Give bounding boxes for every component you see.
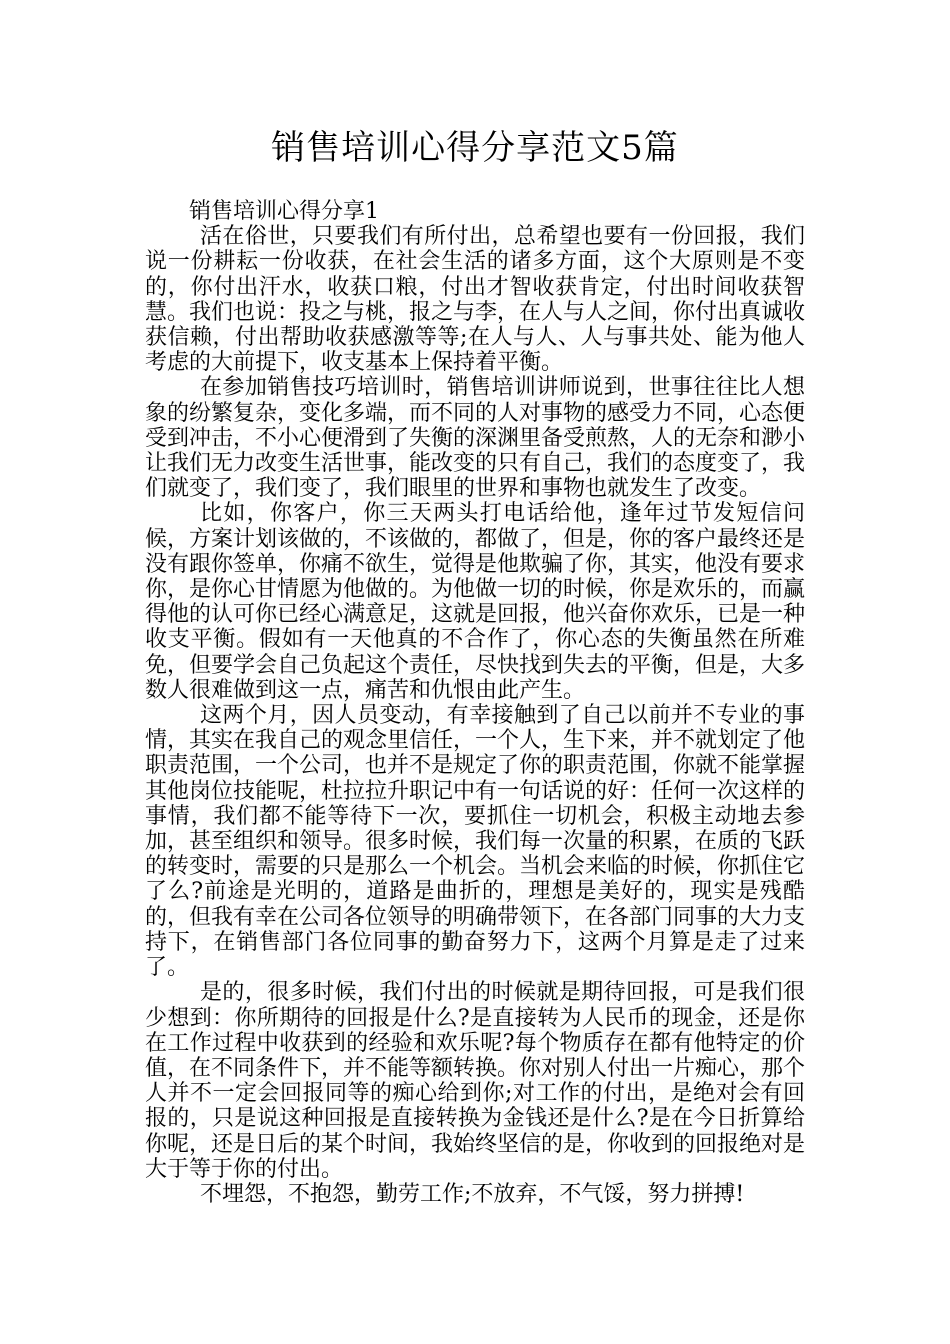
paragraph-3: 比如，你客户，你三天两头打电话给他，逢年过节发短信问候，方案计划该做的，不该做的，都做了，但是，你的客户最终还是没有跟你签单，你痛不欲生，觉得是他欺骗了你，其实，他没有要求你，是你心甘情愿为他做的。为他做一切的时候，你是欢乐的，而赢得他的认可你已经心满意足，这就是回报，他兴奋你欢乐，已是一种收支平衡。假如有一天他真的不合作了，你心态的失衡虽然在所难免，但要学会自己负起这个责任，尽快找到失去的平衡，但是，大多数人很难做到这一点，痛苦和仇恨由此产生。 [145, 501, 806, 703]
document-body [145, 199, 805, 1207]
section-heading: 销售培训心得分享1 [189, 199, 379, 224]
paragraph-4: 这两个月，因人员变动，有幸接触到了自己以前并不专业的事情，其实在我自己的观念里信任，一个人，生下来，并不就划定了他职责范围，一个公司，也并不是规定了你的职责范围，你就不能掌握其他岗位技能呢，杜拉拉升职记中有一句话说的好：任何一次这样的事情，我们都不能等待下一次，要抓住一切机会，积极主动地去参加，甚至组织和领导。很多时候，我们每一次量的积累，在质的飞跃的转变时，需要的只是那么一个机会。当机会来临的时候，你抓住它了么?前途是光明的，道路是曲折的，理想是美好的，现实是残酷的，但我有幸在公司各位领导的明确带领下，在各部门同事的大力支持下，在销售部门各位同事的勤奋努力下，这两个月算是走了过来了。 [145, 703, 806, 981]
paragraph-2: 在参加销售技巧培训时，销售培训讲师说到，世事往往比人想象的纷繁复杂，变化多端，而不同的人对事物的感受力不同，心态便受到冲击，不小心便滑到了失衡的深渊里备受煎熬，人的无奈和渺小让我们无力改变生活世事，能改变的只有自己，我们的态度变了，我们就变了，我们变了，我们眼里的世界和事物也就发生了改变。 [145, 375, 806, 502]
paragraph-6: 不埋怨，不抱怨，勤劳工作;不放弃，不气馁，努力拼搏! [200, 1181, 745, 1207]
document-title: 销售培训心得分享范文5篇 [271, 128, 679, 168]
paragraph-1: 活在俗世，只要我们有所付出，总希望也要有一份回报，我们说一份耕耘一份收获，在社会生活的诸多方面，这个大原则是不变的，你付出汗水，收获口粮，付出才智收获肯定，付出时间收获智慧。我们也说：投之与桃，报之与李，在人与人之间，你付出真诚收获信赖，付出帮助收获感激等等;在人与人、人与事共处、能为他人考虑的大前提下，收支基本上保持着平衡。 [145, 224, 806, 376]
paragraph-5: 是的，很多时候，我们付出的时候就是期待回报，可是我们很少想到：你所期待的回报是什么?是直接转为人民币的现金，还是你在工作过程中收获到的经验和欢乐呢?每个物质存在都有他特定的价值，在不同条件下，并不能等额转换。你对别人付出一片痴心，那个人并不一定会回报同等的痴心给到你;对工作的付出，是绝对会有回报的，只是说这种回报是直接转换为金钱还是什么?是在今日折算给你呢，还是日后的某个时间，我始终坚信的是，你收到的回报绝对是大于等于你的付出。 [145, 980, 806, 1182]
